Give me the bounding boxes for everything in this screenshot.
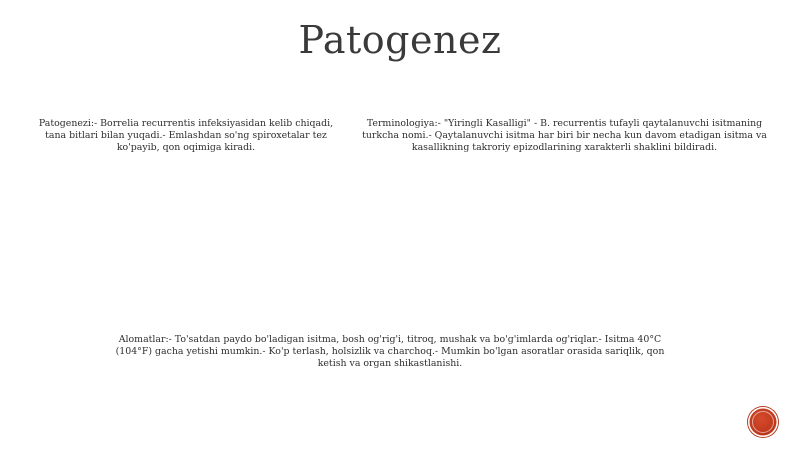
circle-nav-icon[interactable] bbox=[748, 407, 778, 437]
pathogenesis-paragraph: Patogenezi:- Borrelia recurrentis infeksiyasidan kelib chiqadi, tana bitlari bilan yuqadi.- Emlashdan so'ng spiroxetalar tez ko'payib, qon oqimiga kiradi. bbox=[38, 118, 334, 153]
terminology-paragraph: Terminologiya:- "Yiringli Kasalligi" - B. recurrentis tufayli qaytalanuvchi isitmaning turkcha nomi.- Qaytalanuvchi isitma har biri bir necha kun davom etadigan isitma va kasallikning takroriy epizodlarining xarakterli shaklini bildiradi. bbox=[362, 118, 767, 153]
slide-title: Patogenez bbox=[298, 18, 502, 62]
symptoms-paragraph: Alomatlar:- To'satdan paydo bo'ladigan isitma, bosh og'rig'i, titroq, mushak va bo'g'imlarda og'riqlar.- Isitma 40°C (104°F) gacha yetishi mumkin.- Ko'p terlash, holsizlik va charchoq.- Mumkin bo'lgan asoratlar orasida sariqlik, qon ketish va organ shikastlanishi. bbox=[115, 334, 665, 369]
